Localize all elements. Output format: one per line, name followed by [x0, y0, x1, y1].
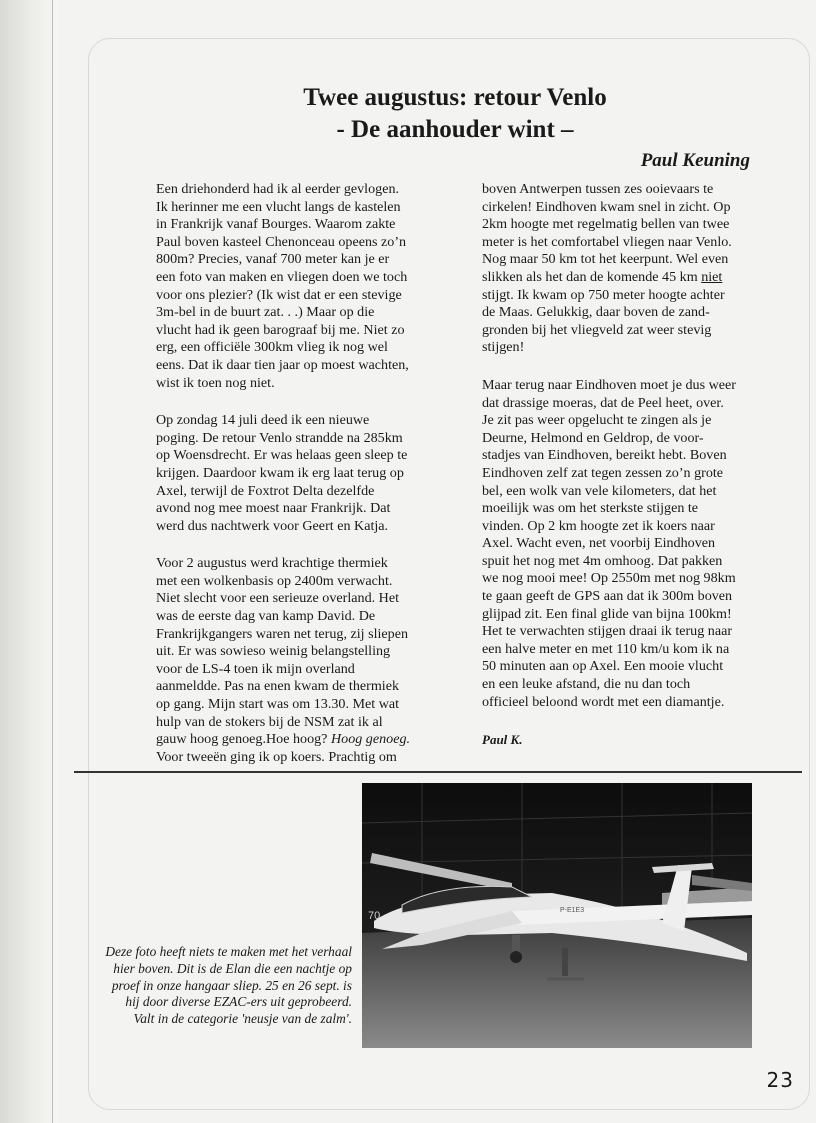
text-line: wist ik toen nog niet.	[156, 374, 275, 391]
text-line: stadjes van Eindhoven, bereikt hebt. Boven	[482, 447, 727, 464]
text-line: officieel beloond wordt met een diamantje.	[482, 693, 725, 710]
text-line: stijgen!	[482, 339, 525, 356]
text-line	[156, 731, 420, 749]
text-line: Voor 2 augustus werd krachtige thermiek	[156, 555, 388, 572]
text-line: een halve meter en met 110 km/u kom ik na	[482, 640, 730, 657]
text-line: en een leuke afstand, die nu dan toch	[482, 676, 691, 693]
text-line: op gang. Mijn start was om 13.30. Met wat	[156, 696, 400, 713]
text-line: cirkelen! Eindhoven kwam snel in zicht. Op	[482, 198, 731, 215]
text-line: Op zondag 14 juli deed ik een nieuwe	[156, 412, 370, 429]
text-line: Het te verwachten stijgen draai ik terug naar	[482, 623, 733, 640]
article-author: Paul Keuning	[640, 150, 750, 171]
text-line: Axel, terwijl de Foxtrot Delta dezelfde	[156, 482, 375, 499]
text-line: was de eerste dag van kamp David. De	[156, 608, 376, 625]
right-column	[482, 181, 750, 749]
text-line: Je zit pas weer opgelucht te zingen als je	[482, 412, 712, 429]
text-line: glijpad zit. Een final glide van bijna 100km!	[482, 605, 732, 622]
text-line: Eindhoven zelf zat tegen zessen zo’n grote	[482, 464, 724, 481]
signoff: Paul K.	[482, 732, 523, 748]
text-line: hulp van de stokers bij de NSM zat ik al	[156, 713, 383, 730]
text-line: 3m-bel in de buurt zat. . .) Maar op die	[156, 304, 375, 321]
text-line: werd dus nachtwerk voor Geert en Katja.	[156, 517, 389, 534]
text-segment: slikken als het dan de komende 45 km	[482, 268, 702, 285]
text-line: stijgt. Ik kwam op 750 meter hoogte achter	[482, 286, 725, 303]
photo-caption	[70, 944, 352, 1028]
article-title: Twee augustus: retour Venlo	[303, 84, 607, 111]
text-line: op Woensdrecht. Er was helaas geen sleep te	[156, 447, 408, 464]
paragraph	[156, 412, 420, 535]
text-line: 50 minuten aan op Axel. Een mooie vlucht	[482, 658, 724, 675]
section-divider	[74, 771, 802, 773]
text-line: de Maas. Gelukkig, daar boven de zand-	[482, 304, 710, 321]
text-line: in Frankrijk vanaf Bourges. Waarom zakte	[156, 216, 396, 233]
paragraph	[156, 181, 420, 392]
text-line: 2km hoogte met regelmatig bellen van twee	[482, 216, 730, 233]
text-line: krijgen. Daardoor kwam ik erg laat terug op	[156, 464, 404, 481]
caption-line: proef in onze hangaar sliep. 25 en 26 sept. is	[111, 977, 352, 993]
text-line: vinden. Op 2 km hoogte zet ik koers naar	[482, 517, 715, 534]
text-line: Ik herinner me een vlucht langs de kastelen	[156, 198, 401, 215]
paragraph	[156, 555, 420, 766]
italic-phrase: Hoog genoeg.	[330, 731, 411, 748]
text-line: voor de LS-4 toen ik mijn overland	[156, 660, 355, 677]
underlined-word: niet	[701, 268, 723, 285]
left-column	[156, 181, 420, 786]
text-line: avond nog mee moest naar Frankrijk. Dat	[156, 500, 391, 517]
glider-registration: 70	[368, 910, 381, 922]
text-line: spuit het nog met 4m omhoog. Dat pakken	[482, 552, 723, 569]
text-line: Niet slecht voor een serieuze overland. Het	[156, 590, 400, 607]
text-line: aanmeldde. Pas na enen kwam de thermiek	[156, 678, 400, 695]
paragraph	[482, 377, 750, 711]
text-line: Paul boven kasteel Chenonceau opeens zo’n	[156, 233, 407, 250]
text-line: erg, een officiële 300km vlieg ik nog wel	[156, 339, 388, 356]
text-line: voor ons plezier? (Ik wist dat er een stevige	[156, 286, 402, 303]
text-line: gronden bij het vliegveld zat weer stevig	[482, 321, 712, 338]
text-line: poging. De retour Venlo strandde na 285km	[156, 429, 403, 446]
text-segment: gauw hoog genoeg.Hoe hoog?	[156, 731, 331, 748]
text-line: vlucht had ik geen barograaf bij me. Niet zo	[156, 321, 405, 338]
caption-line: hij door diverse EZAC-ers uit geprobeerd.	[125, 994, 352, 1010]
hangar-label: P-E1E3	[560, 907, 585, 914]
glider-photo	[362, 783, 752, 1048]
text-line: Axel. Wacht even, net voorbij Eindhoven	[482, 535, 716, 552]
page-binding	[0, 0, 58, 1123]
text-line: eens. Dat ik daar tien jaar op moest wachten,	[156, 356, 409, 373]
caption-line: Valt in de categorie 'neusje van de zalm'.	[133, 1011, 352, 1027]
text-line: moeilijk was om het sterkste stijgen te	[482, 500, 699, 517]
text-line: Voor tweeën ging ik op koers. Prachtig om	[156, 748, 397, 765]
text-line: Maar terug naar Eindhoven moet je dus weer	[482, 376, 736, 393]
binding-edge	[52, 0, 53, 1123]
text-line: Frankrijkgangers waren net terug, zij sliepen	[156, 625, 409, 642]
page-number: 23	[766, 1068, 794, 1092]
text-line: Deurne, Helmond en Geldrop, de voor-	[482, 429, 704, 446]
text-line: met een wolkenbasis op 2400m verwacht.	[156, 572, 393, 589]
caption-line: hier boven. Dit is de Elan die een nachtje op	[113, 960, 352, 976]
text-line: 800m? Precies, vanaf 700 meter kan je er	[156, 251, 390, 268]
text-line	[482, 269, 750, 287]
text-line: meter is het comfortabel vliegen naar Venlo.	[482, 233, 732, 250]
text-line: dat drassige moeras, dat de Peel heet, over.	[482, 394, 724, 411]
text-line: een foto van maken en vliegen doen we toch	[156, 268, 408, 285]
text-line: bel, een wolk van vele kilometers, dat het	[482, 482, 717, 499]
article-subtitle: - De aanhouder wint –	[336, 116, 574, 143]
caption-line: Deze foto heeft niets te maken met het verhaal	[105, 944, 352, 959]
text-line: Nog maar 50 km tot het keerpunt. Wel even	[482, 251, 729, 268]
text-line: Een driehonderd had ik al eerder gevlogen.	[156, 181, 400, 197]
text-line: uit. Er was sowieso weinig belangstelling	[156, 643, 391, 660]
paragraph	[482, 181, 750, 357]
glider-photo-drawing	[362, 783, 752, 1048]
text-line: we nog mooi mee! Op 2550m met nog 98km	[482, 570, 736, 587]
text-line: boven Antwerpen tussen zes ooievaars te	[482, 181, 714, 197]
text-line: te gaan geeft de GPS aan dat ik 300m boven	[482, 588, 733, 605]
